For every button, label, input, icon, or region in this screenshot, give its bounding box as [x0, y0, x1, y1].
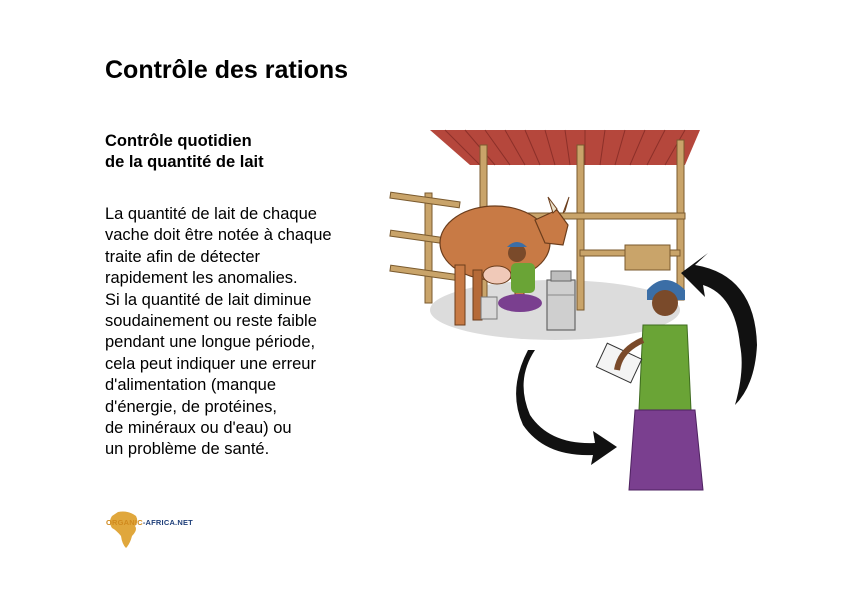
- body-line: d'alimentation (manque: [105, 376, 277, 395]
- body-line: de minéraux ou d'eau) ou: [105, 419, 292, 438]
- shed-roof: [430, 130, 700, 165]
- page-title: Contrôle des rations: [105, 56, 349, 84]
- milk-can: [547, 271, 575, 330]
- africa-map-icon: [104, 510, 199, 550]
- logo-text-part1: ORGANIC: [106, 518, 143, 527]
- organic-africa-logo-text: [106, 518, 193, 527]
- body-line: soudainement ou reste faible: [105, 312, 317, 331]
- subtitle-line: de la quantité de lait: [105, 153, 264, 171]
- subtitle-line: Contrôle quotidien: [105, 132, 252, 150]
- body-line: La quantité de lait de chaque: [105, 205, 317, 223]
- logo-text-part2: -AFRICA.NET: [142, 518, 193, 527]
- body-line: Si la quantité de lait diminue: [105, 290, 312, 309]
- body-line: rapidement les anomalies.: [105, 269, 298, 288]
- milking-shed-illustration: [385, 125, 775, 500]
- body-line: d'énergie, de protéines,: [105, 397, 277, 416]
- body-line: pendant une longue période,: [105, 333, 316, 352]
- body-line: un problème de santé.: [105, 440, 270, 459]
- body-line: vache doit être notée à chaque: [105, 226, 332, 245]
- body-paragraph: [105, 204, 332, 461]
- body-line: traite afin de détecter: [105, 247, 261, 266]
- section-subtitle: [105, 131, 264, 173]
- body-line: cela peut indiquer une erreur: [105, 354, 316, 373]
